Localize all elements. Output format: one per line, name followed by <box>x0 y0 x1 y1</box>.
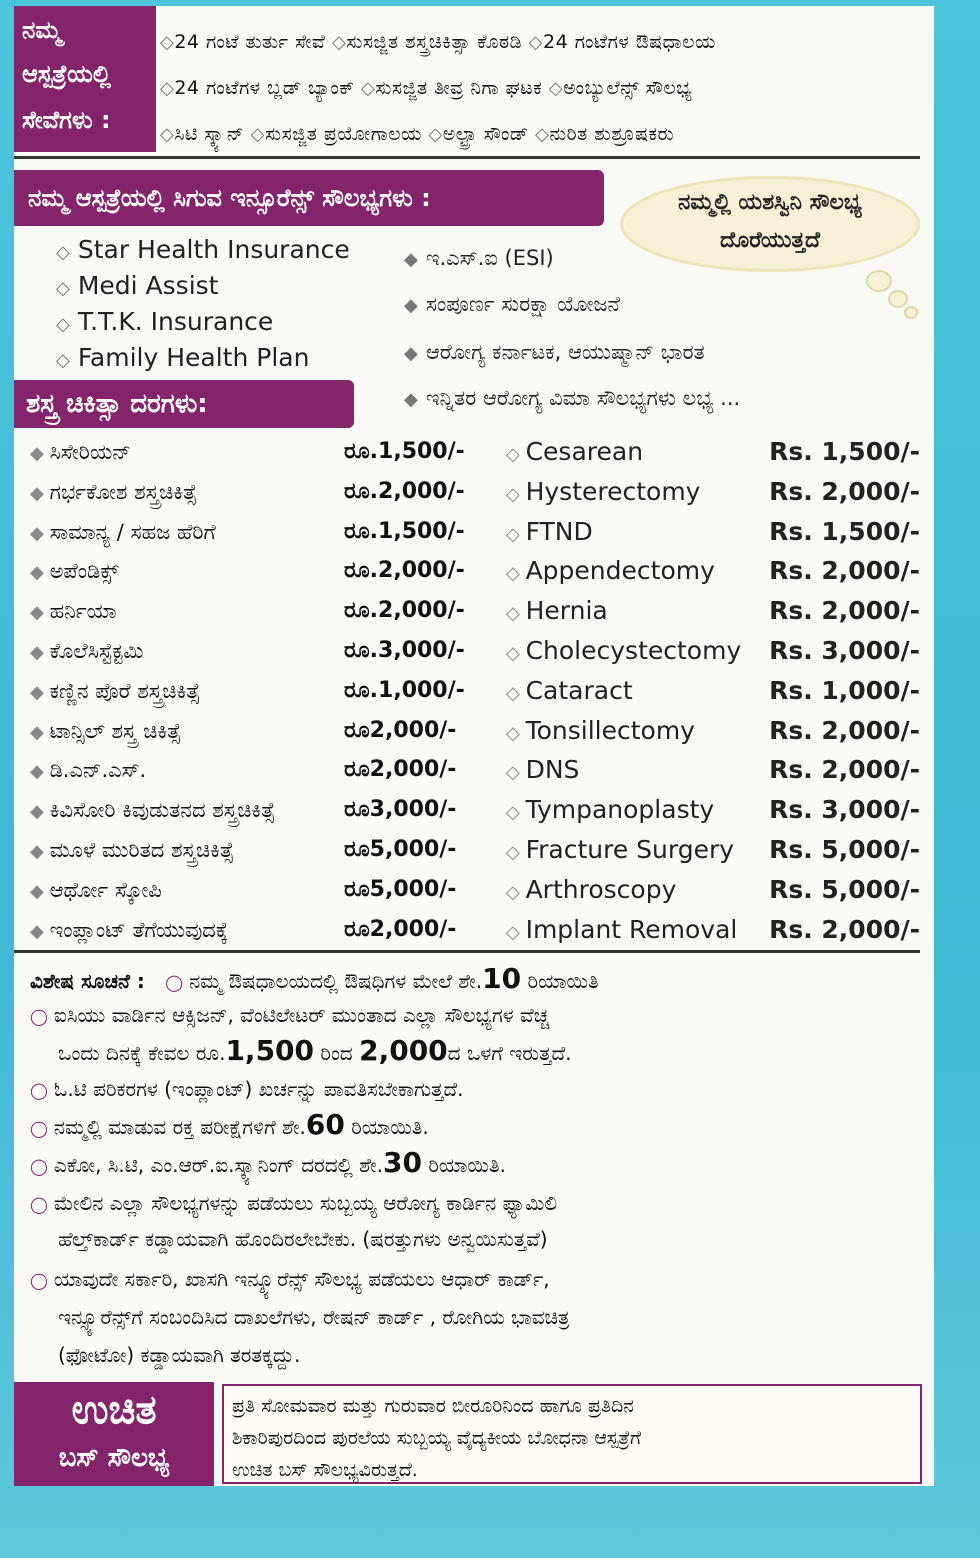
diamond-icon: ◆ <box>404 295 418 316</box>
services-row <box>160 114 930 154</box>
insurance-item <box>56 304 273 343</box>
diamond-icon: ◇ <box>428 124 443 145</box>
note <box>30 1108 910 1146</box>
rate-name-en-cell <box>506 711 695 754</box>
note <box>30 998 910 1034</box>
note-text: ಯಾವುದೇ ಸರ್ಕಾರಿ, ಖಾಸಗಿ ಇನ್ಶ್ಯೂರೆನ್ಸ್ ಸೌಲಭ್ಯ ಪಡೆಯಲು ಆಧಾರ್ ಕಾರ್ಡ್, <box>53 1267 550 1291</box>
rates-title: ಶಸ್ತ್ರ ಚಿಕಿತ್ಸಾ ದರಗಳು: <box>14 380 354 428</box>
rate-price-kn: ರೂ2,000/- <box>344 717 457 743</box>
insurance-item-label: Family Health Plan <box>77 343 310 372</box>
rate-name-en-cell <box>506 870 676 913</box>
rate-price-kn-cell <box>344 870 456 910</box>
rate-name-en: Appendectomy <box>525 556 715 586</box>
rate-price-kn-cell <box>344 711 456 751</box>
rate-name-kn: ಕಿವಿಸೋರಿ ಕಿವುಡುತನದ ಶಸ್ತ್ರಚಿಕಿತ್ಸೆ <box>49 798 276 823</box>
rate-name-kn-cell <box>30 512 216 554</box>
insurance-item <box>404 286 620 324</box>
rate-price-en-cell <box>769 790 920 830</box>
note-number: 10 <box>482 962 522 995</box>
diamond-icon: ◇ <box>528 32 544 53</box>
rate-price-kn: ರೂ3,000/- <box>344 797 457 823</box>
rate-name-kn-cell <box>30 830 234 872</box>
rate-price-kn-cell <box>344 830 456 870</box>
bus-line: ಪ್ರತಿ ಸೋಮವಾರ ಮತ್ತು ಗುರುವಾರ ಬೀರೂರಿನಿಂದ ಹಾಗೂ ಪ್ರತಿದಿನ <box>232 1395 634 1417</box>
bus-label <box>14 1382 214 1486</box>
notes-title: ವಿಶೇಷ ಸೂಚನೆ : <box>30 969 145 993</box>
diamond-icon: ◆ <box>30 761 50 783</box>
rate-price-en-cell <box>769 551 920 591</box>
rate-row <box>0 910 930 950</box>
insurance-item <box>56 340 309 379</box>
diamond-icon: ◆ <box>404 249 418 270</box>
services-row <box>160 22 930 62</box>
rate-name-en-cell <box>506 790 714 833</box>
diamond-icon: ◇ <box>506 802 526 824</box>
rate-name-en: FTND <box>525 516 593 546</box>
note-text: ಒಂದು ದಿನಕ್ಕೆ ಕೇವಲ ರೂ. <box>58 1041 226 1065</box>
rate-price-kn-cell <box>344 551 465 591</box>
note-number: 60 <box>305 1108 345 1141</box>
rate-price-en: Rs. 2,000/- <box>769 914 920 944</box>
note-number: 1,500 <box>225 1034 315 1067</box>
cloud-line: ದೊರೆಯುತ್ತದೆ <box>719 228 821 253</box>
rate-price-en-cell <box>769 711 920 751</box>
service-item: ಅಲ್ಟ್ರಾ ಸೌಂಡ್ <box>442 123 529 145</box>
diamond-icon: ◇ <box>506 444 526 465</box>
divider <box>14 950 920 953</box>
circle-icon: ◯ <box>30 1081 48 1100</box>
note-text: ನಮ್ಮ ಔಷಧಾಲಯದಲ್ಲಿ ಔಷಧಿಗಳ ಮೇಲೆ ಶೇ. <box>189 969 483 993</box>
rate-price-en: Rs. 2,000/- <box>769 755 920 785</box>
note-text: ರಿಂದ <box>314 1041 360 1065</box>
rate-name-kn-cell <box>30 711 181 753</box>
rate-name-kn-cell <box>30 790 275 832</box>
note <box>30 962 910 1000</box>
rate-price-kn: ರೂ.1,000/- <box>344 677 465 703</box>
insurance-item <box>404 334 705 372</box>
insurance-item <box>56 268 218 307</box>
rate-name-kn-cell <box>30 671 200 713</box>
rate-name-kn-cell <box>30 910 228 952</box>
insurance-item-label: Medi Assist <box>77 271 219 300</box>
diamond-icon: ◇ <box>506 483 526 505</box>
rate-price-en: Rs. 1,000/- <box>769 675 920 705</box>
rate-name-en-cell <box>506 472 700 515</box>
diamond-icon: ◇ <box>548 78 564 99</box>
rate-price-en-cell <box>769 591 920 631</box>
insurance-item-label: ಇ.ಎಸ್.ಐ (ESI) <box>425 246 554 270</box>
rate-price-kn-cell <box>344 750 456 790</box>
rate-price-kn-cell <box>344 790 456 830</box>
insurance-item-label: T.T.K. Insurance <box>77 307 274 336</box>
circle-icon: ◯ <box>30 1007 48 1026</box>
rate-price-en: Rs. 1,500/- <box>769 516 920 546</box>
rate-price-en: Rs. 5,000/- <box>769 874 920 904</box>
note <box>58 1034 938 1070</box>
rate-row <box>0 551 930 591</box>
rate-row <box>0 512 930 552</box>
rate-name-en: Cataract <box>525 675 633 705</box>
note-text: ಎಕೋ, ಸಿ.ಟಿ, ಎಂ.ಆರ್.ಐ.ಸ್ಕ್ಯಾನಿಂಗ್ ದರದಲ್ಲಿ ಶೇ. <box>53 1153 384 1177</box>
rate-name-en-cell <box>506 512 593 555</box>
circle-icon: ◯ <box>165 973 184 992</box>
bubble-icon <box>904 306 918 319</box>
bus-label-line: ಉಚಿತ <box>71 1387 157 1433</box>
rate-name-en: Hernia <box>525 596 608 626</box>
rate-name-kn: ಹರ್ನಿಯಾ <box>49 599 117 624</box>
rate-name-kn: ಇಂಪ್ಲಾಂಟ್ ತೆಗೆಯುವುದಕ್ಕೆ <box>49 917 229 942</box>
rate-price-en-cell <box>769 512 920 552</box>
rate-name-kn: ಕಣ್ಣಿನ ಪೊರೆ ಶಸ್ತ್ರಚಿಕಿತ್ಸೆ <box>49 678 201 703</box>
diamond-icon: ◆ <box>30 880 50 902</box>
rate-name-kn: ಕೊಲೆಸಿಸ್ಟೆಕ್ಟಮಿ <box>49 639 144 663</box>
rate-name-en-cell <box>506 671 633 714</box>
diamond-icon: ◇ <box>250 124 265 145</box>
diamond-icon: ◇ <box>506 523 526 545</box>
note-number: 2,000 <box>359 1034 448 1067</box>
diamond-icon: ◇ <box>331 32 347 53</box>
rate-name-en-cell <box>506 551 715 594</box>
diamond-icon: ◆ <box>30 443 50 464</box>
diamond-icon: ◇ <box>506 603 526 625</box>
diamond-icon: ◆ <box>30 602 50 624</box>
insurance-item-label: ಇನ್ನಿತರ ಆರೋಗ್ಯ ವಿಮಾ ಸೌಲಭ್ಯಗಳು ಲಭ್ಯ ... <box>425 386 741 410</box>
rate-name-kn-cell <box>30 432 131 474</box>
note-text: ಮೇಲಿನ ಎಲ್ಲಾ ಸೌಲಭ್ಯಗಳನ್ನು ಪಡೆಯಲು ಸುಬ್ಬಯ್ಯ ಆರೋಗ್ಯ ಕಾರ್ಡಿನ ಫ್ಯಾಮಿಲಿ <box>53 1191 558 1215</box>
note-text: ಇನ್ಸ್ಯೂರೆನ್ಸ್‌ಗೆ ಸಂಬಂದಿಸಿದ ದಾಖಲೆಗಳು, ರೇಷನ್ ಕಾರ್ಡ್ , ರೋಗಿಯ ಭಾವಚಿತ್ರ <box>58 1305 570 1329</box>
service-item: ಸುಸಜ್ಜಿತ ಪ್ರಯೋಗಾಲಯ <box>264 123 422 145</box>
rate-name-en: Implant Removal <box>525 914 738 944</box>
bus-label-line: ಬಸ್ ಸೌಲಭ್ಯ <box>58 1443 170 1473</box>
rate-price-en-cell <box>769 432 920 472</box>
services-label-line: ಆಸ್ಪತ್ರೆಯಲ್ಲಿ <box>22 60 111 88</box>
service-item: ಸುಸಜ್ಜಿತ ಶಸ್ತ್ರಚಿಕಿತ್ಸಾ ಕೊಠಡಿ <box>346 31 523 53</box>
service-item: 24 ಗಂಟೆಗಳ ಔಷಧಾಲಯ <box>543 31 716 53</box>
diamond-icon: ◇ <box>506 762 526 784</box>
rate-price-en: Rs. 3,000/- <box>769 636 920 665</box>
insurance-item <box>404 240 554 278</box>
rate-row <box>0 671 930 711</box>
insurance-item-label: ಸಂಪೂರ್ಣ ಸುರಕ್ಷಾ ಯೋಜನೆ <box>425 292 621 316</box>
rate-row <box>0 870 930 910</box>
note-text: ಐಸಿಯು ವಾರ್ಡಿನ ಆಕ್ಸಿಜನ್, ವೆಂಟಿಲೇಟರ್ ಮುಂತಾದ ಎಲ್ಲಾ ಸೌಲಭ್ಯಗಳ ವೆಚ್ಚ <box>53 1003 550 1027</box>
rate-price-en-cell <box>769 631 920 671</box>
rate-name-en: DNS <box>525 755 580 785</box>
note-text: ರಿಯಾಯಿತಿ. <box>422 1153 506 1177</box>
rate-name-kn: ಸಾಮಾನ್ಯ / ಸಹಜ ಹೆರಿಗೆ <box>49 519 216 544</box>
rate-price-kn: ರೂ.1,500/- <box>344 439 465 464</box>
diamond-icon: ◇ <box>506 643 526 664</box>
note <box>30 1146 910 1184</box>
diamond-icon: ◆ <box>30 721 50 743</box>
rate-price-kn-cell <box>344 910 456 950</box>
rate-price-kn-cell <box>344 432 465 472</box>
rate-price-kn-cell <box>344 631 465 671</box>
bus-description <box>222 1384 922 1484</box>
bubble-icon <box>888 290 908 308</box>
diamond-icon: ◆ <box>30 920 50 942</box>
bubble-icon <box>866 270 892 292</box>
services-row <box>160 68 930 108</box>
diamond-icon: ◇ <box>56 278 70 299</box>
note <box>58 1300 938 1334</box>
service-item: ನುರಿತ ಶುಶ್ರೂಷಕರು <box>549 123 675 145</box>
service-item: ಸುಸಜ್ಜಿತ ತೀವ್ರ ನಿಗಾ ಘಟಕ <box>375 77 543 99</box>
rate-name-kn: ಸಿಸೇರಿಯನ್ <box>49 440 131 464</box>
rate-name-kn: ಅಪೆಂಡಿಕ್ಸ್ <box>49 559 119 584</box>
note-text: ರಿಯಾಯಿತಿ. <box>344 1115 429 1139</box>
diamond-icon: ◆ <box>30 642 50 663</box>
insurance-item-label: ಆರೋಗ್ಯ ಕರ್ನಾಟಕ, ಆಯುಷ್ಮಾನ್ ಭಾರತ <box>425 340 705 364</box>
services-label <box>14 6 156 152</box>
service-item: 24 ಗಂಟೆಗಳ ಬ್ಲಡ್ ಬ್ಯಾಂಕ್ <box>174 77 355 99</box>
note <box>58 1338 938 1372</box>
note-text: (ಫೋಟೋ) ಕಡ್ಡಾಯವಾಗಿ ತರತಕ್ಕದ್ದು. <box>58 1343 301 1367</box>
divider <box>14 156 920 159</box>
diamond-icon: ◇ <box>506 921 526 943</box>
rate-row <box>0 472 930 512</box>
diamond-icon: ◇ <box>56 242 70 263</box>
rate-price-kn: ರೂ.2,000/- <box>344 478 465 504</box>
diamond-icon: ◆ <box>30 482 50 504</box>
service-item: ಸಿಟಿ ಸ್ಕ್ಯಾನ್ <box>174 123 245 145</box>
diamond-icon: ◇ <box>535 124 550 145</box>
rate-price-en-cell <box>769 830 920 870</box>
rate-price-kn: ರೂ.2,000/- <box>344 558 465 584</box>
rate-price-kn: ರೂ.1,500/- <box>344 518 465 544</box>
rate-price-en: Rs. 2,000/- <box>769 715 920 745</box>
note-text: ಹೆಲ್ತ್‌ಕಾರ್ಡ್ ಕಡ್ಡಾಯವಾಗಿ ಹೊಂದಿರಲೇಬೇಕು. (ಷರತ್ತುಗಳು ಅನ್ವಯಿಸುತ್ತವೆ) <box>58 1227 548 1251</box>
insurance-item-label: Star Health Insurance <box>77 235 350 264</box>
diamond-icon: ◆ <box>30 562 50 584</box>
rate-price-kn: ರೂ.2,000/- <box>344 598 465 624</box>
rate-name-en-cell <box>506 432 643 475</box>
diamond-icon: ◇ <box>160 78 175 99</box>
diamond-icon: ◇ <box>56 314 70 335</box>
note <box>58 1222 938 1256</box>
rate-price-en: Rs. 2,000/- <box>769 596 920 626</box>
bus-line: ಉಚಿತ ಬಸ್ ಸೌಲಭ್ಯವಿರುತ್ತದೆ. <box>232 1459 418 1481</box>
diamond-icon: ◇ <box>160 32 175 53</box>
rate-row <box>0 631 930 671</box>
rate-price-kn: ರೂ.3,000/- <box>344 638 465 663</box>
diamond-icon: ◇ <box>56 350 70 371</box>
rate-price-en-cell <box>769 472 920 512</box>
rate-price-kn-cell <box>344 512 465 552</box>
rate-name-en: Tympanoplasty <box>525 795 715 825</box>
rate-price-en: Rs. 2,000/- <box>769 476 920 506</box>
note-number: 30 <box>383 1146 423 1179</box>
rate-name-en: Cesarean <box>525 437 644 466</box>
note <box>30 1186 910 1222</box>
diamond-icon: ◇ <box>506 842 526 863</box>
rate-price-en: Rs. 1,500/- <box>769 437 920 466</box>
diamond-icon: ◆ <box>30 801 50 823</box>
rate-price-kn-cell <box>344 591 465 631</box>
bus-line: ಶಿಕಾರಿಪುರದಿಂದ ಪುರಲೆಯ ಸುಬ್ಬಯ್ಯ ವೈದ್ಯಕೀಯ ಬೋಧನಾ ಆಸ್ಪತ್ರೆಗೆ <box>232 1427 642 1449</box>
diamond-icon: ◇ <box>160 124 175 145</box>
rate-name-en: Tonsillectomy <box>525 715 695 745</box>
rate-name-en: Hysterectomy <box>525 476 701 506</box>
rate-name-en: Arthroscopy <box>525 874 677 904</box>
insurance-title: ನಮ್ಮ ಆಸ್ಪತ್ರೆಯಲ್ಲಿ ಸಿಗುವ ಇನ್ಸೂರೆನ್ಸ್ ಸೌಲಭ್ಯಗಳು : <box>14 170 604 226</box>
cloud-line: ನಮ್ಮಲ್ಲಿ ಯಶಸ್ವಿನಿ ಸೌಲಭ್ಯ <box>678 190 862 215</box>
rate-name-kn-cell <box>30 591 117 633</box>
service-item: ಅಂಬ್ಯುಲೆನ್ಸ್ ಸೌಲಭ್ಯ <box>563 77 693 99</box>
note-text: ದ ಒಳಗೆ ಇರುತ್ತದೆ. <box>447 1041 572 1065</box>
rate-name-kn-cell <box>30 750 146 792</box>
rate-name-en-cell <box>506 910 737 953</box>
diamond-icon: ◇ <box>506 682 526 704</box>
circle-icon: ◯ <box>30 1119 48 1138</box>
rate-name-en-cell <box>506 631 741 674</box>
rate-row <box>0 711 930 751</box>
rate-price-kn: ರೂ2,000/- <box>344 757 457 783</box>
services-label-line: ನಮ್ಮ <box>22 16 62 44</box>
services-label-line: ಸೇವೆಗಳು : <box>22 106 111 134</box>
circle-icon: ◯ <box>30 1195 48 1214</box>
rate-name-kn-cell <box>30 551 119 593</box>
service-item: 24 ಗಂಟೆ ತುರ್ತು ಸೇವೆ <box>174 31 326 53</box>
rate-price-kn-cell <box>344 671 465 711</box>
circle-icon: ◯ <box>30 1271 48 1290</box>
rate-row <box>0 830 930 870</box>
rate-name-kn-cell <box>30 631 143 673</box>
note <box>30 1262 910 1298</box>
diamond-icon: ◇ <box>506 722 526 744</box>
rate-row <box>0 750 930 790</box>
rate-price-en-cell <box>769 910 920 950</box>
note <box>30 1072 910 1108</box>
rate-price-en-cell <box>769 671 920 711</box>
insurance-item <box>56 232 350 271</box>
rate-name-en: Fracture Surgery <box>525 835 735 864</box>
diamond-icon: ◇ <box>506 881 526 903</box>
rate-name-kn: ಮೂಳೆ ಮುರಿತದ ಶಸ್ತ್ರಚಿಕಿತ್ಸೆ <box>49 838 234 862</box>
rate-name-kn: ಡಿ.ಎನ್.ಎಸ್. <box>49 758 147 783</box>
rate-name-kn-cell <box>30 472 197 514</box>
rate-name-kn: ಆರ್ಥೋ ಸ್ಕೋಪಿ <box>49 877 162 902</box>
rate-name-en-cell <box>506 750 579 793</box>
diamond-icon: ◇ <box>506 563 526 585</box>
rate-row <box>0 432 930 472</box>
rate-name-kn: ಗರ್ಭಕೋಶ ಶಸ್ತ್ರಚಿಕಿತ್ಸೆ <box>49 479 198 504</box>
diamond-icon: ◆ <box>404 389 418 410</box>
rate-price-kn: ರೂ2,000/- <box>344 916 457 942</box>
rate-name-en-cell <box>506 591 608 634</box>
diamond-icon: ◆ <box>404 343 418 364</box>
note-text: ರಿಯಾಯಿತಿ <box>521 969 599 993</box>
rate-name-en-cell <box>506 830 734 873</box>
diamond-icon: ◆ <box>30 841 50 862</box>
rate-name-kn-cell <box>30 870 162 912</box>
diamond-icon: ◆ <box>30 681 50 703</box>
rate-price-en: Rs. 2,000/- <box>769 556 920 586</box>
diamond-icon: ◇ <box>361 78 376 99</box>
rate-price-en-cell <box>769 870 920 910</box>
note-text: ನಮ್ಮಲ್ಲಿ ಮಾಡುವ ರಕ್ತ ಪರೀಕ್ಷೆಗಳಿಗೆ ಶೇ. <box>53 1115 306 1139</box>
circle-icon: ◯ <box>30 1157 48 1176</box>
rate-name-en: Cholecystectomy <box>525 636 742 665</box>
rate-row <box>0 790 930 830</box>
rate-name-kn: ಟಾನ್ಸಿಲ್ ಶಸ್ತ್ರ ಚಿಕಿತ್ಸೆ <box>49 718 182 743</box>
rate-price-en-cell <box>769 750 920 790</box>
note-text: ಓ.ಟಿ ಪರಿಕರಗಳ (ಇಂಪ್ಲಾಂಟ್) ಖರ್ಚನ್ನು ಪಾವತಿಸಬೇಕಾಗುತ್ತದೆ. <box>53 1077 464 1101</box>
rate-price-kn: ರೂ5,000/- <box>344 837 457 862</box>
rate-price-kn: ರೂ5,000/- <box>344 876 457 902</box>
insurance-item <box>404 380 740 418</box>
rate-price-en: Rs. 3,000/- <box>769 795 920 825</box>
rate-price-en: Rs. 5,000/- <box>769 835 920 864</box>
rate-row <box>0 591 930 631</box>
diamond-icon: ◆ <box>30 522 50 544</box>
rate-price-kn-cell <box>344 472 465 512</box>
